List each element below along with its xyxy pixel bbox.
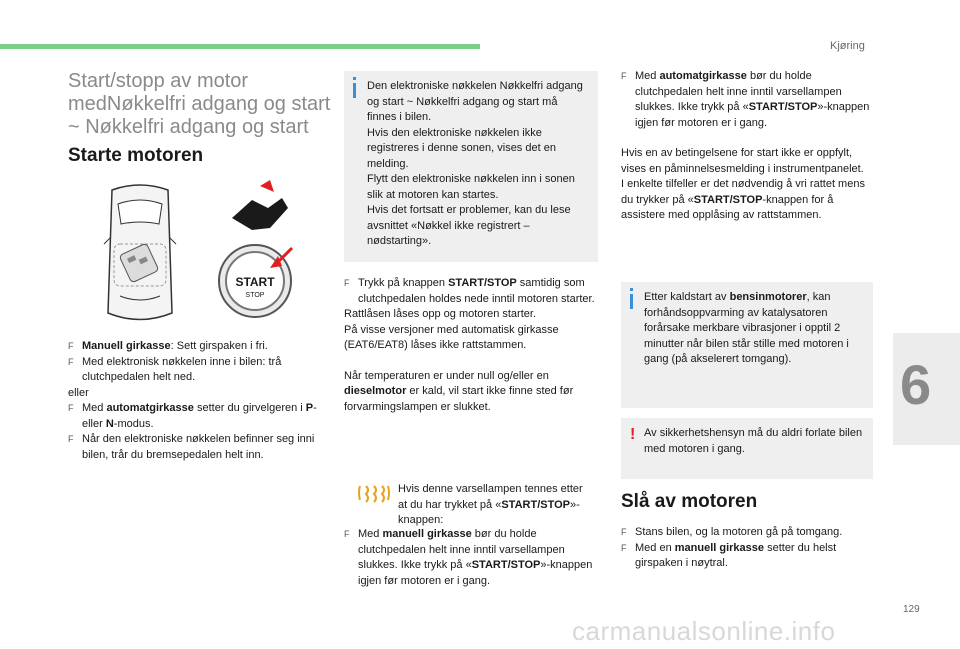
watermark: carmanualsonline.info <box>572 616 836 646</box>
title-line: ~ Nøkkelfri adgang og start <box>68 116 309 138</box>
heading-stop-engine: Slå av motoren <box>621 491 758 512</box>
paragraph: Hvis en av betingelsene for start ikke er oppfylt, vises en påminnelsesmelding i instrumentpanelet. <box>621 147 864 175</box>
paragraph: I enkelte tilfeller er det nødvendig å vri rattet mens du trykker på «START/STOP-knappen for å assistere med opplåsing av rattstammen. <box>621 178 865 221</box>
warning-icon: ! <box>630 426 636 443</box>
list-item: F Manuell girkasse: Sett girspaken i fri. <box>68 339 326 355</box>
list-item: F Med elektronisk nøkkelen inne i bilen: trå clutchpedalen helt ned. <box>68 355 326 386</box>
warning-text: Av sikkerhetshensyn må du aldri forlate bilen med motoren i gang. <box>644 427 863 455</box>
paragraph: På visse versjoner med automatisk girkasse (EAT6/EAT8) låses ikke rattstammen. <box>344 323 559 351</box>
button-sublabel: STOP <box>245 292 265 299</box>
page-number: 129 <box>903 604 920 615</box>
preheating-lamp-icon <box>356 480 392 506</box>
car-top-view-icon <box>104 185 176 320</box>
info-box-key <box>344 71 598 262</box>
start-procedure <box>344 276 600 415</box>
info-text: Etter kaldstart av bensinmotorer, kan forhåndsoppvarming av katalysatoren forårsake merkbare vibrasjoner i opptil 2 minutter når bilen står stille med motoren i gang (på akselerert tomgang). <box>644 291 849 365</box>
or-label: eller <box>68 386 89 399</box>
illustration <box>92 178 304 333</box>
start-stop-button-icon <box>219 245 292 317</box>
title-line: medNøkkelfri adgang og start <box>68 93 331 115</box>
list-item: F Trykk på knappen START/STOP samtidig som clutchpedalen holdes nede inntil motoren starter. <box>344 276 600 307</box>
heading-start-engine: Starte motoren <box>68 145 204 166</box>
start-instructions <box>68 339 326 463</box>
header-accent-bar <box>0 44 480 49</box>
page-title <box>68 70 333 139</box>
list-item: F Stans bilen, og la motoren gå på tomgang. <box>621 525 873 541</box>
automatic-gearbox-instruction <box>621 69 873 224</box>
info-box-catalyst <box>621 282 873 408</box>
info-icon <box>630 288 633 291</box>
foot-on-pedal-icon <box>232 180 288 230</box>
warning-box <box>621 418 873 479</box>
list-item: F Med manuell girkasse bør du holde clutchpedalen helt inne inntil varsellampen slukkes. Ikke trykk på «START/STOP»-knappen igjen før motoren er i gang. <box>344 527 600 589</box>
lamp-description: Hvis denne varsellampen tennes etter at du har trykket på «START/STOP»-knappen: <box>398 483 583 526</box>
info-text: Den elektroniske nøkkelen Nøkkelfri adgang og start ~ Nøkkelfri adgang og start må finnes i bilen. Hvis den elektroniske nøkkelen ikke registreres i denne sonen, vises det en melding. Flytt den elektroniske nøkkelen inn i sonen slik at motoren kan startes. Hvis det fortsatt er problemer, kan du lese avsnittet «Nøkkel ikke registrert – nødstarting». <box>367 80 583 247</box>
list-item: F Med automatgirkasse bør du holde clutchpedalen helt inne inntil varsellampen slukkes. Ikke trykk på «START/STOP»-knappen igjen før motoren er i gang. <box>621 69 873 131</box>
chapter-number: 6 <box>900 353 932 416</box>
list-item: F Når den elektroniske nøkkelen befinner seg inni bilen, trår du bremsepedalen helt inn. <box>68 432 326 463</box>
list-item: F Med automatgirkasse setter du girvelgeren i P- eller N-modus. <box>68 401 326 432</box>
section-name: Kjøring <box>830 40 865 52</box>
button-label: START <box>235 275 275 289</box>
stop-instructions <box>621 525 873 572</box>
paragraph: Når temperaturen er under null og/eller en dieselmotor er kald, vil start ikke finne sted før forvarmingslampen er slukket. <box>344 369 574 413</box>
paragraph: Rattlåsen låses opp og motoren starter. <box>344 308 536 320</box>
info-icon <box>353 77 356 80</box>
title-line: Start/stopp av motor <box>68 70 249 92</box>
list-item: F Med en manuell girkasse setter du helst girspaken i nøytral. <box>621 541 873 572</box>
manual-gearbox-instruction <box>344 527 600 589</box>
